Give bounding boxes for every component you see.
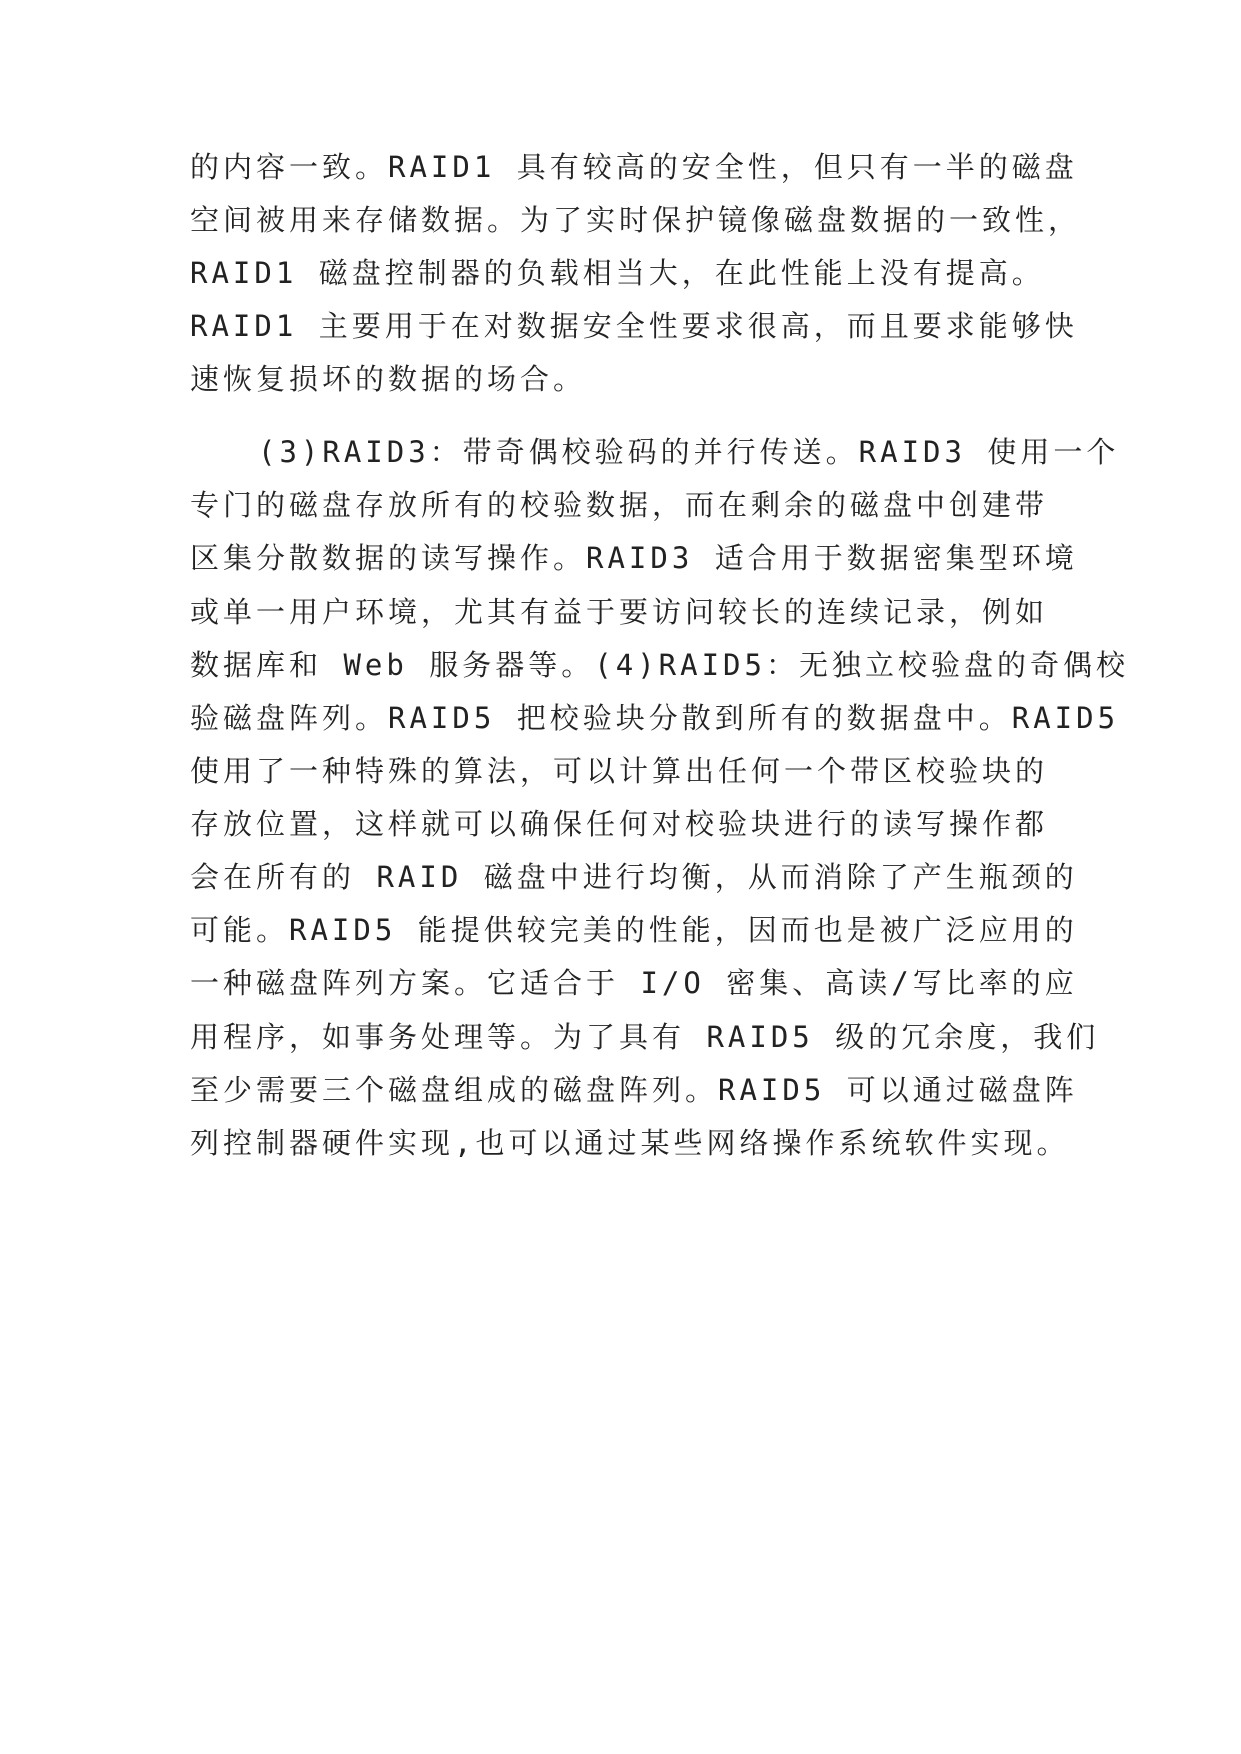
text-line: 用程序，如事务处理等。为了具有 RAID5 级的冗余度，我们 bbox=[190, 1020, 1100, 1054]
text-line: 数据库和 Web 服务器等。(4)RAID5：无独立校验盘的奇偶校 bbox=[190, 648, 1129, 682]
text-line: 区集分散数据的读写操作。RAID3 适合用于数据密集型环境 bbox=[190, 541, 1078, 575]
text-line: RAID1 主要用于在对数据安全性要求很高，而且要求能够快 bbox=[190, 309, 1078, 343]
text-line: 会在所有的 RAID 磁盘中进行均衡，从而消除了产生瓶颈的 bbox=[190, 860, 1078, 894]
text-line: 至少需要三个磁盘组成的磁盘阵列。RAID5 可以通过磁盘阵 bbox=[190, 1073, 1078, 1107]
text-line: 一种磁盘阵列方案。它适合于 I/O 密集、高读/写比率的应 bbox=[190, 966, 1078, 1000]
text-line: 的内容一致。RAID1 具有较高的安全性，但只有一半的磁盘 bbox=[190, 150, 1078, 184]
text-line: 列控制器硬件实现,也可以通过某些网络操作系统软件实现。 bbox=[190, 1126, 1070, 1160]
text-line: 专门的磁盘存放所有的校验数据，而在剩余的磁盘中创建带 bbox=[190, 488, 1049, 522]
text-line: 存放位置，这样就可以确保任何对校验块进行的读写操作都 bbox=[190, 807, 1049, 841]
text-line: (3)RAID3：带奇偶校验码的并行传送。RAID3 使用一个 bbox=[258, 435, 1120, 469]
text-line: 验磁盘阵列。RAID5 把校验块分散到所有的数据盘中。RAID5 bbox=[190, 701, 1120, 735]
text-line: 或单一用户环境，尤其有益于要访问较长的连续记录，例如 bbox=[190, 595, 1049, 629]
text-line: 可能。RAID5 能提供较完美的性能，因而也是被广泛应用的 bbox=[190, 913, 1078, 947]
text-line: 空间被用来存储数据。为了实时保护镜像磁盘数据的一致性， bbox=[190, 203, 1082, 237]
text-line: RAID1 磁盘控制器的负载相当大，在此性能上没有提高。 bbox=[190, 256, 1045, 290]
text-line: 速恢复损坏的数据的场合。 bbox=[190, 362, 587, 396]
text-line: 使用了一种特殊的算法，可以计算出任何一个带区校验块的 bbox=[190, 754, 1049, 788]
